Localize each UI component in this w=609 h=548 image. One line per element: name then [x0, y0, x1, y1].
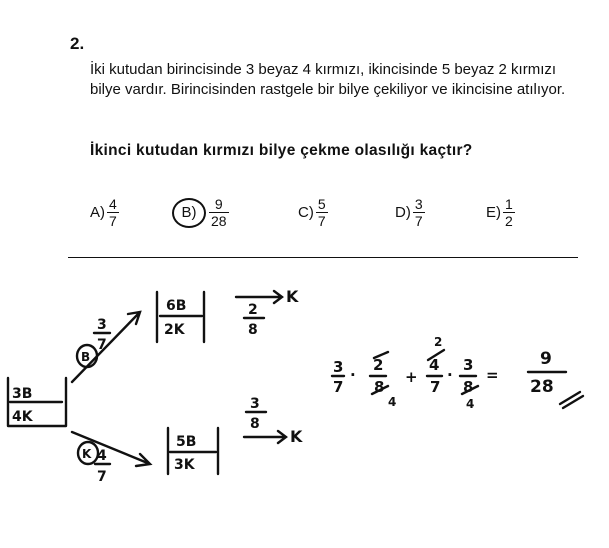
option-d-numerator: 3	[414, 196, 423, 212]
branch-red-den: 7	[97, 469, 107, 485]
calc-t2-den: 8	[374, 378, 385, 396]
calc-result-den: 28	[530, 377, 554, 397]
option-d-label: D)	[395, 204, 411, 221]
box-after-red-bottom: 3K	[174, 457, 195, 473]
calc-t2-sub: 4	[388, 395, 397, 409]
branch-white-den: 7	[97, 337, 107, 353]
arrow-to-k-top	[236, 291, 282, 303]
option-b-numerator: 9	[214, 196, 223, 212]
option-a-numerator: 4	[109, 196, 117, 212]
calc-equals: =	[486, 366, 499, 384]
calc-t3-num: 4	[429, 356, 440, 374]
option-d-denominator: 7	[414, 213, 423, 229]
calc-t2-num: 2	[373, 356, 384, 374]
option-a-denominator: 7	[109, 213, 117, 229]
box-after-red-top: 5B	[176, 434, 197, 450]
question-prompt: İkinci kutudan kırmızı bilye çekme olasılığı kaçtır?	[90, 142, 473, 159]
calc-t1-num: 3	[333, 358, 344, 376]
question-number: 2.	[70, 34, 85, 53]
calc-plus: +	[405, 368, 418, 386]
red-after-red-num: 3	[250, 396, 260, 412]
calc-t4-sub: 4	[466, 397, 475, 411]
result-top-k: K	[286, 287, 299, 306]
option-a-label: A)	[90, 204, 105, 221]
option-c-numerator: 5	[317, 196, 326, 212]
branch-white-mark: B	[81, 350, 91, 364]
branch-white-num: 3	[97, 317, 107, 333]
calc-t4-num: 3	[463, 356, 474, 374]
calc-t3-den: 7	[430, 378, 441, 396]
option-e-denominator: 2	[505, 213, 513, 229]
option-b-label: B)	[181, 204, 197, 221]
branch-red-mark: K	[82, 447, 92, 461]
calc-dot-2: ·	[447, 366, 453, 384]
red-after-red-den: 8	[250, 416, 260, 432]
box1-bottom: 4K	[12, 409, 33, 425]
red-after-white-num: 2	[248, 302, 258, 318]
option-c-denominator: 7	[317, 213, 326, 229]
calc-t1-den: 7	[333, 378, 344, 396]
box-after-white-bottom: 2K	[164, 322, 185, 338]
result-bottom-k: K	[290, 427, 303, 446]
question-text: İki kutudan birincisinde 3 beyaz 4 kırmızı, ikincisinde 5 beyaz 2 kırmızı bilye vardır. Birincisinden rastgele bir bilye çekiliyor ve ikincisine atılıyor.	[90, 61, 566, 98]
red-after-white-den: 8	[248, 322, 258, 338]
calc-dot-1: ·	[350, 366, 356, 384]
arrow-to-k-bottom	[244, 431, 286, 443]
option-b-denominator: 28	[211, 213, 227, 229]
option-e-numerator: 1	[505, 196, 513, 212]
option-c-label: C)	[298, 204, 314, 221]
calc-t3-sup: 2	[434, 335, 443, 349]
box1-top: 3B	[12, 386, 33, 402]
calc-t4-den: 8	[463, 378, 474, 396]
calc-result-num: 9	[540, 349, 552, 369]
result-underline	[560, 392, 583, 408]
branch-red-num: 4	[97, 448, 107, 464]
option-e-label: E)	[486, 204, 501, 221]
box-after-white-top: 6B	[166, 298, 187, 314]
